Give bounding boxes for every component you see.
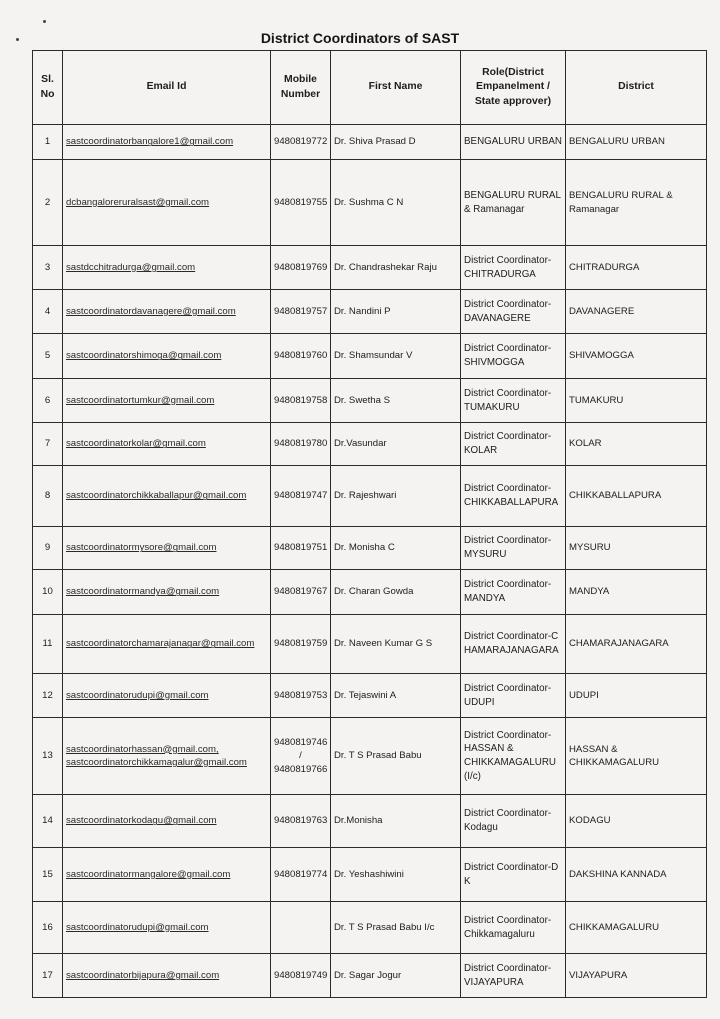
email-cell[interactable]: sastcoordinatorudupi@gmail.com: [63, 674, 271, 718]
district-cell: MANDYA: [566, 570, 707, 615]
district-cell: SHIVAMOGGA: [566, 334, 707, 379]
role-cell: District Coordinator-DAVANAGERE: [461, 290, 566, 334]
email-cell[interactable]: sastcoordinatorbangalore1@gmail.com: [63, 125, 271, 160]
role-cell: District Coordinator-Chikkamagaluru: [461, 902, 566, 954]
email-cell[interactable]: sastcoordinatormandya@gmail.com: [63, 570, 271, 615]
table-row: [33, 246, 707, 290]
table-row: [33, 160, 707, 246]
name-cell: Dr. Charan Gowda: [331, 570, 461, 615]
email-cell[interactable]: sastcoordinatormangalore@gmail.com: [63, 848, 271, 902]
name-cell: Dr.Monisha: [331, 795, 461, 848]
email-cell[interactable]: sastcoordinatordavanagere@gmail.com: [63, 290, 271, 334]
role-cell: District Coordinator-MYSURU: [461, 527, 566, 570]
sl-no-cell: 12: [33, 674, 63, 718]
sl-no-cell: 15: [33, 848, 63, 902]
mobile-cell: 9480819751: [271, 527, 331, 570]
sl-no-cell: 5: [33, 334, 63, 379]
name-cell: Dr. Shiva Prasad D: [331, 125, 461, 160]
role-cell: District Coordinator-Kodagu: [461, 795, 566, 848]
sl-no-cell: 6: [33, 379, 63, 423]
role-cell: District Coordinator-CHIKKABALLAPURA: [461, 466, 566, 527]
email-cell[interactable]: sastcoordinatorchamarajanagar@gmail.com: [63, 615, 271, 674]
table-row: [33, 125, 707, 160]
district-cell: CHIKKAMAGALURU: [566, 902, 707, 954]
email-cell[interactable]: sastcoordinatorhassan@gmail.com, sastcoordinatorchikkamagalur@gmail.com: [63, 718, 271, 795]
table-row: [33, 848, 707, 902]
mobile-cell: 9480819753: [271, 674, 331, 718]
mobile-cell: [271, 902, 331, 954]
name-cell: Dr. Sushma C N: [331, 160, 461, 246]
sl-no-cell: 14: [33, 795, 63, 848]
sl-no-cell: 1: [33, 125, 63, 160]
table-row: [33, 290, 707, 334]
speck: [43, 20, 46, 23]
sl-no-cell: 7: [33, 423, 63, 466]
role-cell: District Coordinator-SHIVMOGGA: [461, 334, 566, 379]
role-cell: District Coordinator-D K: [461, 848, 566, 902]
table-row: [33, 466, 707, 527]
name-cell: Dr. Shamsundar V: [331, 334, 461, 379]
sl-no-cell: 13: [33, 718, 63, 795]
email-cell[interactable]: sastcoordinatortumkur@gmail.com: [63, 379, 271, 423]
mobile-cell: 9480819769: [271, 246, 331, 290]
role-cell: BENGALURU URBAN: [461, 125, 566, 160]
email-cell[interactable]: sastdcchitradurga@gmail.com: [63, 246, 271, 290]
name-cell: Dr. T S Prasad Babu I/c: [331, 902, 461, 954]
mobile-cell: 9480819758: [271, 379, 331, 423]
mobile-cell: 9480819772: [271, 125, 331, 160]
district-cell: BENGALURU RURAL & Ramanagar: [566, 160, 707, 246]
table-row: [33, 795, 707, 848]
district-cell: MYSURU: [566, 527, 707, 570]
email-cell[interactable]: sastcoordinatorkodagu@gmail.com: [63, 795, 271, 848]
email-cell[interactable]: sastcoordinatorchikkaballapur@gmail.com: [63, 466, 271, 527]
sl-no-cell: 3: [33, 246, 63, 290]
name-cell: Dr. Tejaswini A: [331, 674, 461, 718]
header-district: District: [566, 51, 707, 125]
email-cell[interactable]: sastcoordinatorbijapura@gmail.com: [63, 954, 271, 998]
district-cell: HASSAN & CHIKKAMAGALURU: [566, 718, 707, 795]
mobile-cell: 9480819760: [271, 334, 331, 379]
role-cell: District Coordinator-MANDYA: [461, 570, 566, 615]
district-cell: KODAGU: [566, 795, 707, 848]
mobile-cell: 9480819757: [271, 290, 331, 334]
table-row: [33, 423, 707, 466]
table-row: [33, 902, 707, 954]
table-row: [33, 674, 707, 718]
sl-no-cell: 8: [33, 466, 63, 527]
mobile-cell: 9480819759: [271, 615, 331, 674]
table-row: [33, 718, 707, 795]
role-cell: District Coordinator-HASSAN & CHIKKAMAGALURU (I/c): [461, 718, 566, 795]
sl-no-cell: 9: [33, 527, 63, 570]
mobile-cell: 9480819767: [271, 570, 331, 615]
header-sl-no: Sl. No: [33, 51, 63, 125]
email-cell[interactable]: sastcoordinatorshimoga@gmail.com: [63, 334, 271, 379]
name-cell: Dr. Sagar Jogur: [331, 954, 461, 998]
name-cell: Dr. Nandini P: [331, 290, 461, 334]
role-cell: District Coordinator-CHITRADURGA: [461, 246, 566, 290]
table-row: [33, 570, 707, 615]
mobile-cell: 9480819755: [271, 160, 331, 246]
table-row: [33, 527, 707, 570]
district-cell: KOLAR: [566, 423, 707, 466]
email-cell[interactable]: sastcoordinatormysore@gmail.com: [63, 527, 271, 570]
email-cell[interactable]: sastcoordinatorudupi@gmail.com: [63, 902, 271, 954]
district-cell: DAVANAGERE: [566, 290, 707, 334]
coordinators-table: [32, 50, 707, 998]
email-cell[interactable]: dcbangaloreruralsast@gmail.com: [63, 160, 271, 246]
table-row: [33, 954, 707, 998]
name-cell: Dr. Naveen Kumar G S: [331, 615, 461, 674]
mobile-cell: 9480819763: [271, 795, 331, 848]
sl-no-cell: 4: [33, 290, 63, 334]
district-cell: CHIKKABALLAPURA: [566, 466, 707, 527]
sl-no-cell: 16: [33, 902, 63, 954]
role-cell: District Coordinator-KOLAR: [461, 423, 566, 466]
role-cell: District Coordinator-TUMAKURU: [461, 379, 566, 423]
mobile-cell: 9480819749: [271, 954, 331, 998]
table-row: [33, 615, 707, 674]
table-row: [33, 334, 707, 379]
district-cell: CHAMARAJANAGARA: [566, 615, 707, 674]
name-cell: Dr.Vasundar: [331, 423, 461, 466]
page-title: District Coordinators of SAST: [260, 30, 460, 46]
mobile-cell: 9480819774: [271, 848, 331, 902]
name-cell: Dr. Chandrashekar Raju: [331, 246, 461, 290]
district-cell: DAKSHINA KANNADA: [566, 848, 707, 902]
name-cell: Dr. T S Prasad Babu: [331, 718, 461, 795]
name-cell: Dr. Swetha S: [331, 379, 461, 423]
role-cell: BENGALURU RURAL & Ramanagar: [461, 160, 566, 246]
sl-no-cell: 17: [33, 954, 63, 998]
role-cell: District Coordinator-CHAMARAJANAGARA: [461, 615, 566, 674]
district-cell: UDUPI: [566, 674, 707, 718]
sl-no-cell: 10: [33, 570, 63, 615]
mobile-cell: 9480819780: [271, 423, 331, 466]
mobile-cell: 9480819746 / 9480819766: [271, 718, 331, 795]
district-cell: CHITRADURGA: [566, 246, 707, 290]
role-cell: District Coordinator-UDUPI: [461, 674, 566, 718]
email-cell[interactable]: sastcoordinatorkolar@gmail.com: [63, 423, 271, 466]
district-cell: BENGALURU URBAN: [566, 125, 707, 160]
sl-no-cell: 2: [33, 160, 63, 246]
table-row: [33, 379, 707, 423]
header-row: [33, 51, 707, 125]
role-cell: District Coordinator-VIJAYAPURA: [461, 954, 566, 998]
header-first-name: First Name: [331, 51, 461, 125]
name-cell: Dr. Rajeshwari: [331, 466, 461, 527]
name-cell: Dr. Yeshashiwini: [331, 848, 461, 902]
header-role: Role(District Empanelment / State approver): [461, 51, 566, 125]
district-cell: VIJAYAPURA: [566, 954, 707, 998]
header-email: Email Id: [63, 51, 271, 125]
name-cell: Dr. Monisha C: [331, 527, 461, 570]
header-mobile: Mobile Number: [271, 51, 331, 125]
district-cell: TUMAKURU: [566, 379, 707, 423]
sl-no-cell: 11: [33, 615, 63, 674]
mobile-cell: 9480819747: [271, 466, 331, 527]
